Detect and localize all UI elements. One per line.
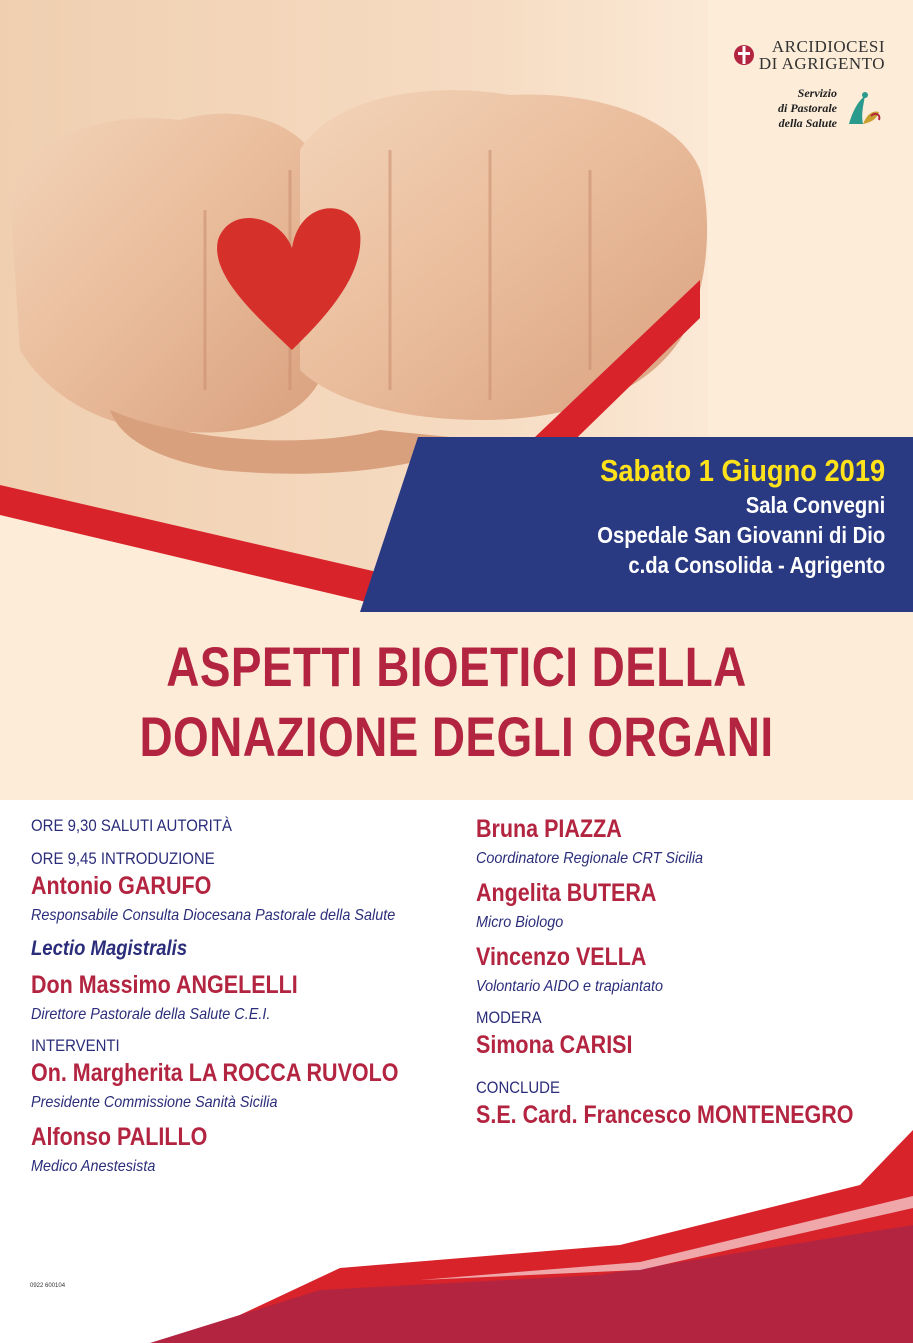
slot-time: ORE 9,45 [31, 849, 97, 868]
section-label: INTERVENTI [31, 1036, 120, 1055]
speaker-name: Don Massimo ANGELELLI [31, 971, 298, 999]
service-line2: di Pastorale [778, 101, 837, 115]
program-right-column [476, 815, 896, 1129]
service-line3: della Salute [778, 116, 837, 130]
logo-name-line2: DI AGRIGENTO [758, 54, 885, 73]
title-line1: ASPETTI BIOETICI DELLA [166, 635, 747, 698]
lectio-heading: Lectio Magistralis [31, 937, 188, 960]
venue-address: c.da Consolida - Agrigento [628, 552, 885, 578]
speaker-name: Bruna PIAZZA [476, 815, 622, 843]
speaker-name: On. Margherita LA ROCCA RUVOLO [31, 1059, 399, 1087]
event-date: Sabato 1 Giugno 2019 [599, 453, 885, 488]
section-label: CONCLUDE [476, 1078, 560, 1097]
speaker-role: Presidente Commissione Sanità Sicilia [31, 1094, 278, 1111]
speaker-role: Volontario AIDO e trapiantato [476, 978, 664, 995]
slot-label: INTRODUZIONE [100, 849, 215, 868]
service-logo [733, 86, 885, 131]
archdiocese-logo [733, 38, 885, 72]
pastoral-health-icon [843, 90, 885, 128]
slot-label: SALUTI AUTORITÀ [100, 816, 232, 835]
speaker-role: Responsabile Consulta Diocesana Pastorale della Salute [31, 907, 396, 924]
speaker-role: Micro Biologo [476, 914, 564, 931]
speaker-role: Medico Anestesista [31, 1158, 156, 1175]
speaker-name: Vincenzo VELLA [476, 943, 647, 971]
venue-hospital: Ospedale San Giovanni di Dio [597, 522, 885, 548]
closer-name: S.E. Card. Francesco MONTENEGRO [476, 1101, 854, 1129]
speaker-role: Direttore Pastorale della Salute C.E.I. [31, 1006, 271, 1023]
program-left-column [31, 815, 471, 1187]
poster-title [82, 632, 831, 772]
agenda-slot [31, 848, 418, 870]
speaker-role: Coordinatore Regionale CRT Sicilia [476, 850, 704, 867]
service-line1: Servizio [797, 86, 837, 100]
printer-credit: 0922 600104 [30, 1283, 66, 1289]
logo-block [733, 38, 885, 131]
logo-name-line1: ARCIDIOCESI [771, 37, 885, 56]
cross-emblem-icon [733, 42, 755, 68]
section-label: MODERA [476, 1008, 542, 1027]
slot-time: ORE 9,30 [31, 816, 97, 835]
speaker-name: Alfonso PALILLO [31, 1123, 208, 1151]
speaker-name: Angelita BUTERA [476, 879, 657, 907]
event-info [558, 452, 885, 580]
title-line2: DONAZIONE DEGLI ORGANI [139, 705, 774, 768]
moderator-name: Simona CARISI [476, 1031, 633, 1059]
speaker-name: Antonio GARUFO [31, 872, 212, 900]
agenda-slot [31, 815, 418, 837]
venue-hall: Sala Convegni [745, 492, 885, 518]
